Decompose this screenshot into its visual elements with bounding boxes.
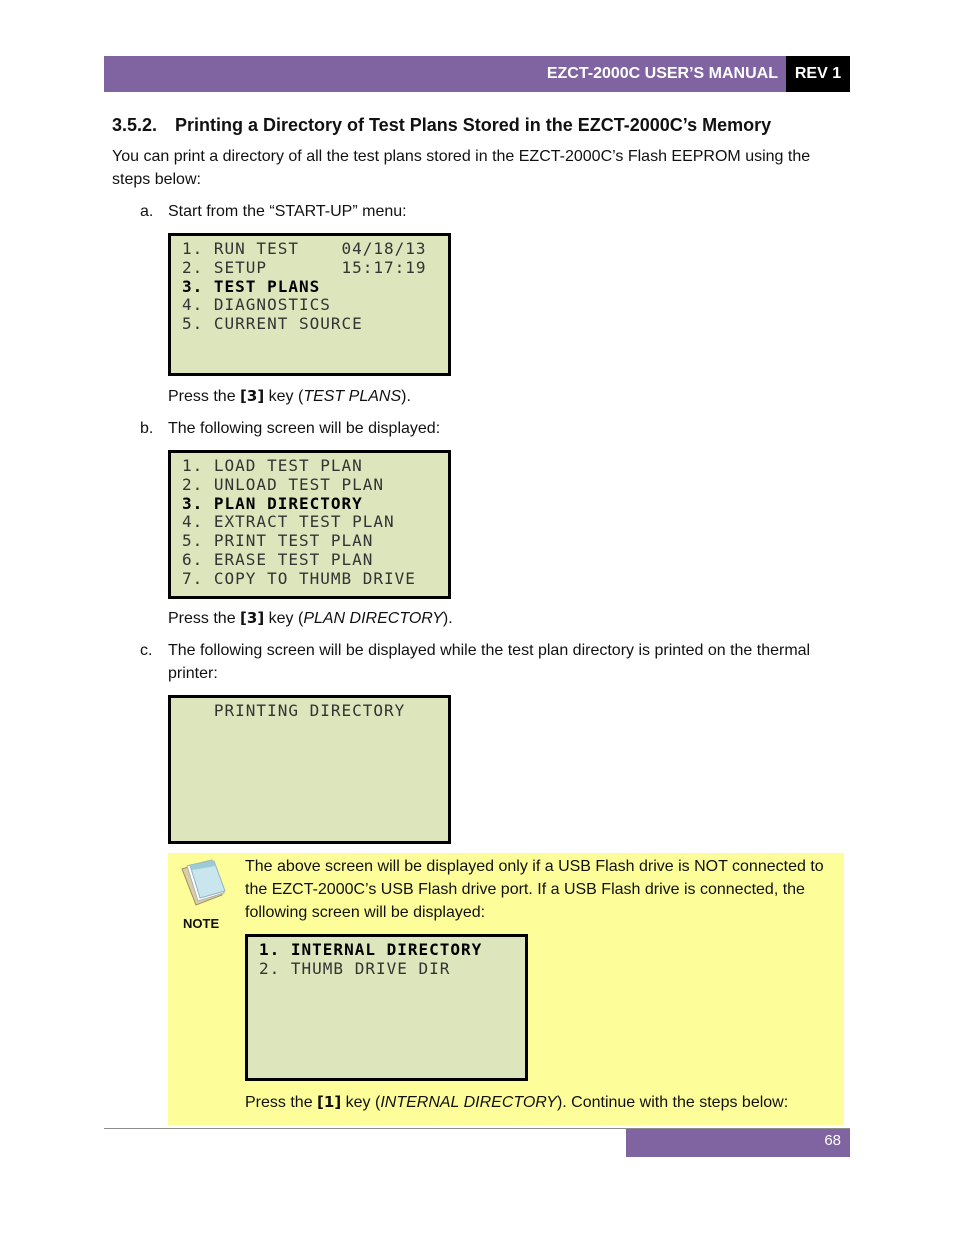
press-instruction-a <box>168 385 411 408</box>
step-text: Start from the “START-UP” menu: <box>168 203 407 220</box>
manual-title: EZCT-2000C USER’S MANUAL <box>546 65 778 82</box>
press-text: Press the <box>168 388 241 405</box>
notepad-icon <box>178 857 230 909</box>
lcd-line-selected: 3. PLAN DIRECTORY <box>182 493 363 513</box>
step-letter: b. <box>140 420 154 437</box>
menu-name: TEST PLANS <box>303 388 402 405</box>
lcd-line: 5. PRINT TEST PLAN <box>182 531 374 551</box>
key-label: [3] <box>240 609 265 627</box>
step-letter: a. <box>140 203 154 220</box>
lcd-line: PRINTING DIRECTORY <box>182 701 406 720</box>
key-label: [3] <box>240 387 265 405</box>
lcd-line: 7. COPY TO THUMB DRIVE <box>182 568 416 588</box>
menu-name: INTERNAL DIRECTORY <box>380 1094 557 1111</box>
note-label: NOTE <box>183 916 220 931</box>
lcd-test-plans-menu <box>168 450 451 599</box>
lcd-line: 2. UNLOAD TEST PLAN <box>182 474 385 494</box>
lcd-line: 4. DIAGNOSTICS <box>182 295 331 315</box>
intro-paragraph: You can print a directory of all the test plans stored in the EZCT-2000C’s Flash EEPROM using the steps below: <box>112 148 811 188</box>
lcd-line: 2. THUMB DRIVE DIR <box>259 958 451 978</box>
lcd-printing-directory <box>168 695 451 844</box>
header-bar <box>104 56 850 92</box>
lcd-line: 6. ERASE TEST PLAN <box>182 549 374 569</box>
key-label: [1] <box>317 1093 342 1111</box>
step-letter: c. <box>140 642 153 659</box>
lcd-startup-menu <box>168 233 451 376</box>
press-text: ). <box>401 388 411 405</box>
press-text: ). <box>442 610 453 627</box>
section-number: 3.5.2. <box>112 115 158 135</box>
section-title: Printing a Directory of Test Plans Stored in the EZCT-2000C’s Memory <box>175 115 772 135</box>
press-instruction-note <box>245 1091 788 1114</box>
lcd-line: 5. CURRENT SOURCE <box>182 314 363 334</box>
lcd-line: 2. SETUP 15:17:19 <box>182 257 427 277</box>
lcd-line: 4. EXTRACT TEST PLAN <box>182 512 395 532</box>
lcd-line-selected: 1. INTERNAL DIRECTORY <box>259 940 483 959</box>
lcd-directory-choice <box>245 934 528 1081</box>
press-text: Press the <box>245 1094 318 1111</box>
press-instruction-b <box>168 607 453 630</box>
press-text: key ( <box>264 388 304 405</box>
revision-badge: REV 1 <box>786 56 850 92</box>
note-text: The above screen will be displayed only if a USB Flash drive is NOT connected to the EZCT-2000C’s USB Flash drive port. If a USB Flash drive is connected, the following screen will be displayed: <box>245 858 824 921</box>
press-text: ). Continue with the steps below: <box>556 1094 789 1111</box>
lcd-line-selected: 3. TEST PLANS <box>182 276 321 296</box>
press-text: key ( <box>264 610 304 627</box>
page-number: 68 <box>626 1129 850 1157</box>
menu-name: PLAN DIRECTORY <box>303 610 443 627</box>
lcd-line: 1. RUN TEST 04/18/13 <box>182 239 427 258</box>
note-box <box>168 853 844 1125</box>
press-text: Press the <box>168 610 241 627</box>
step-text: The following screen will be displayed while the test plan directory is printed on the thermal printer: <box>168 642 811 682</box>
lcd-line: 1. LOAD TEST PLAN <box>182 456 363 475</box>
section-heading <box>112 115 771 136</box>
press-text: key ( <box>341 1094 381 1111</box>
step-text: The following screen will be displayed: <box>168 420 441 437</box>
